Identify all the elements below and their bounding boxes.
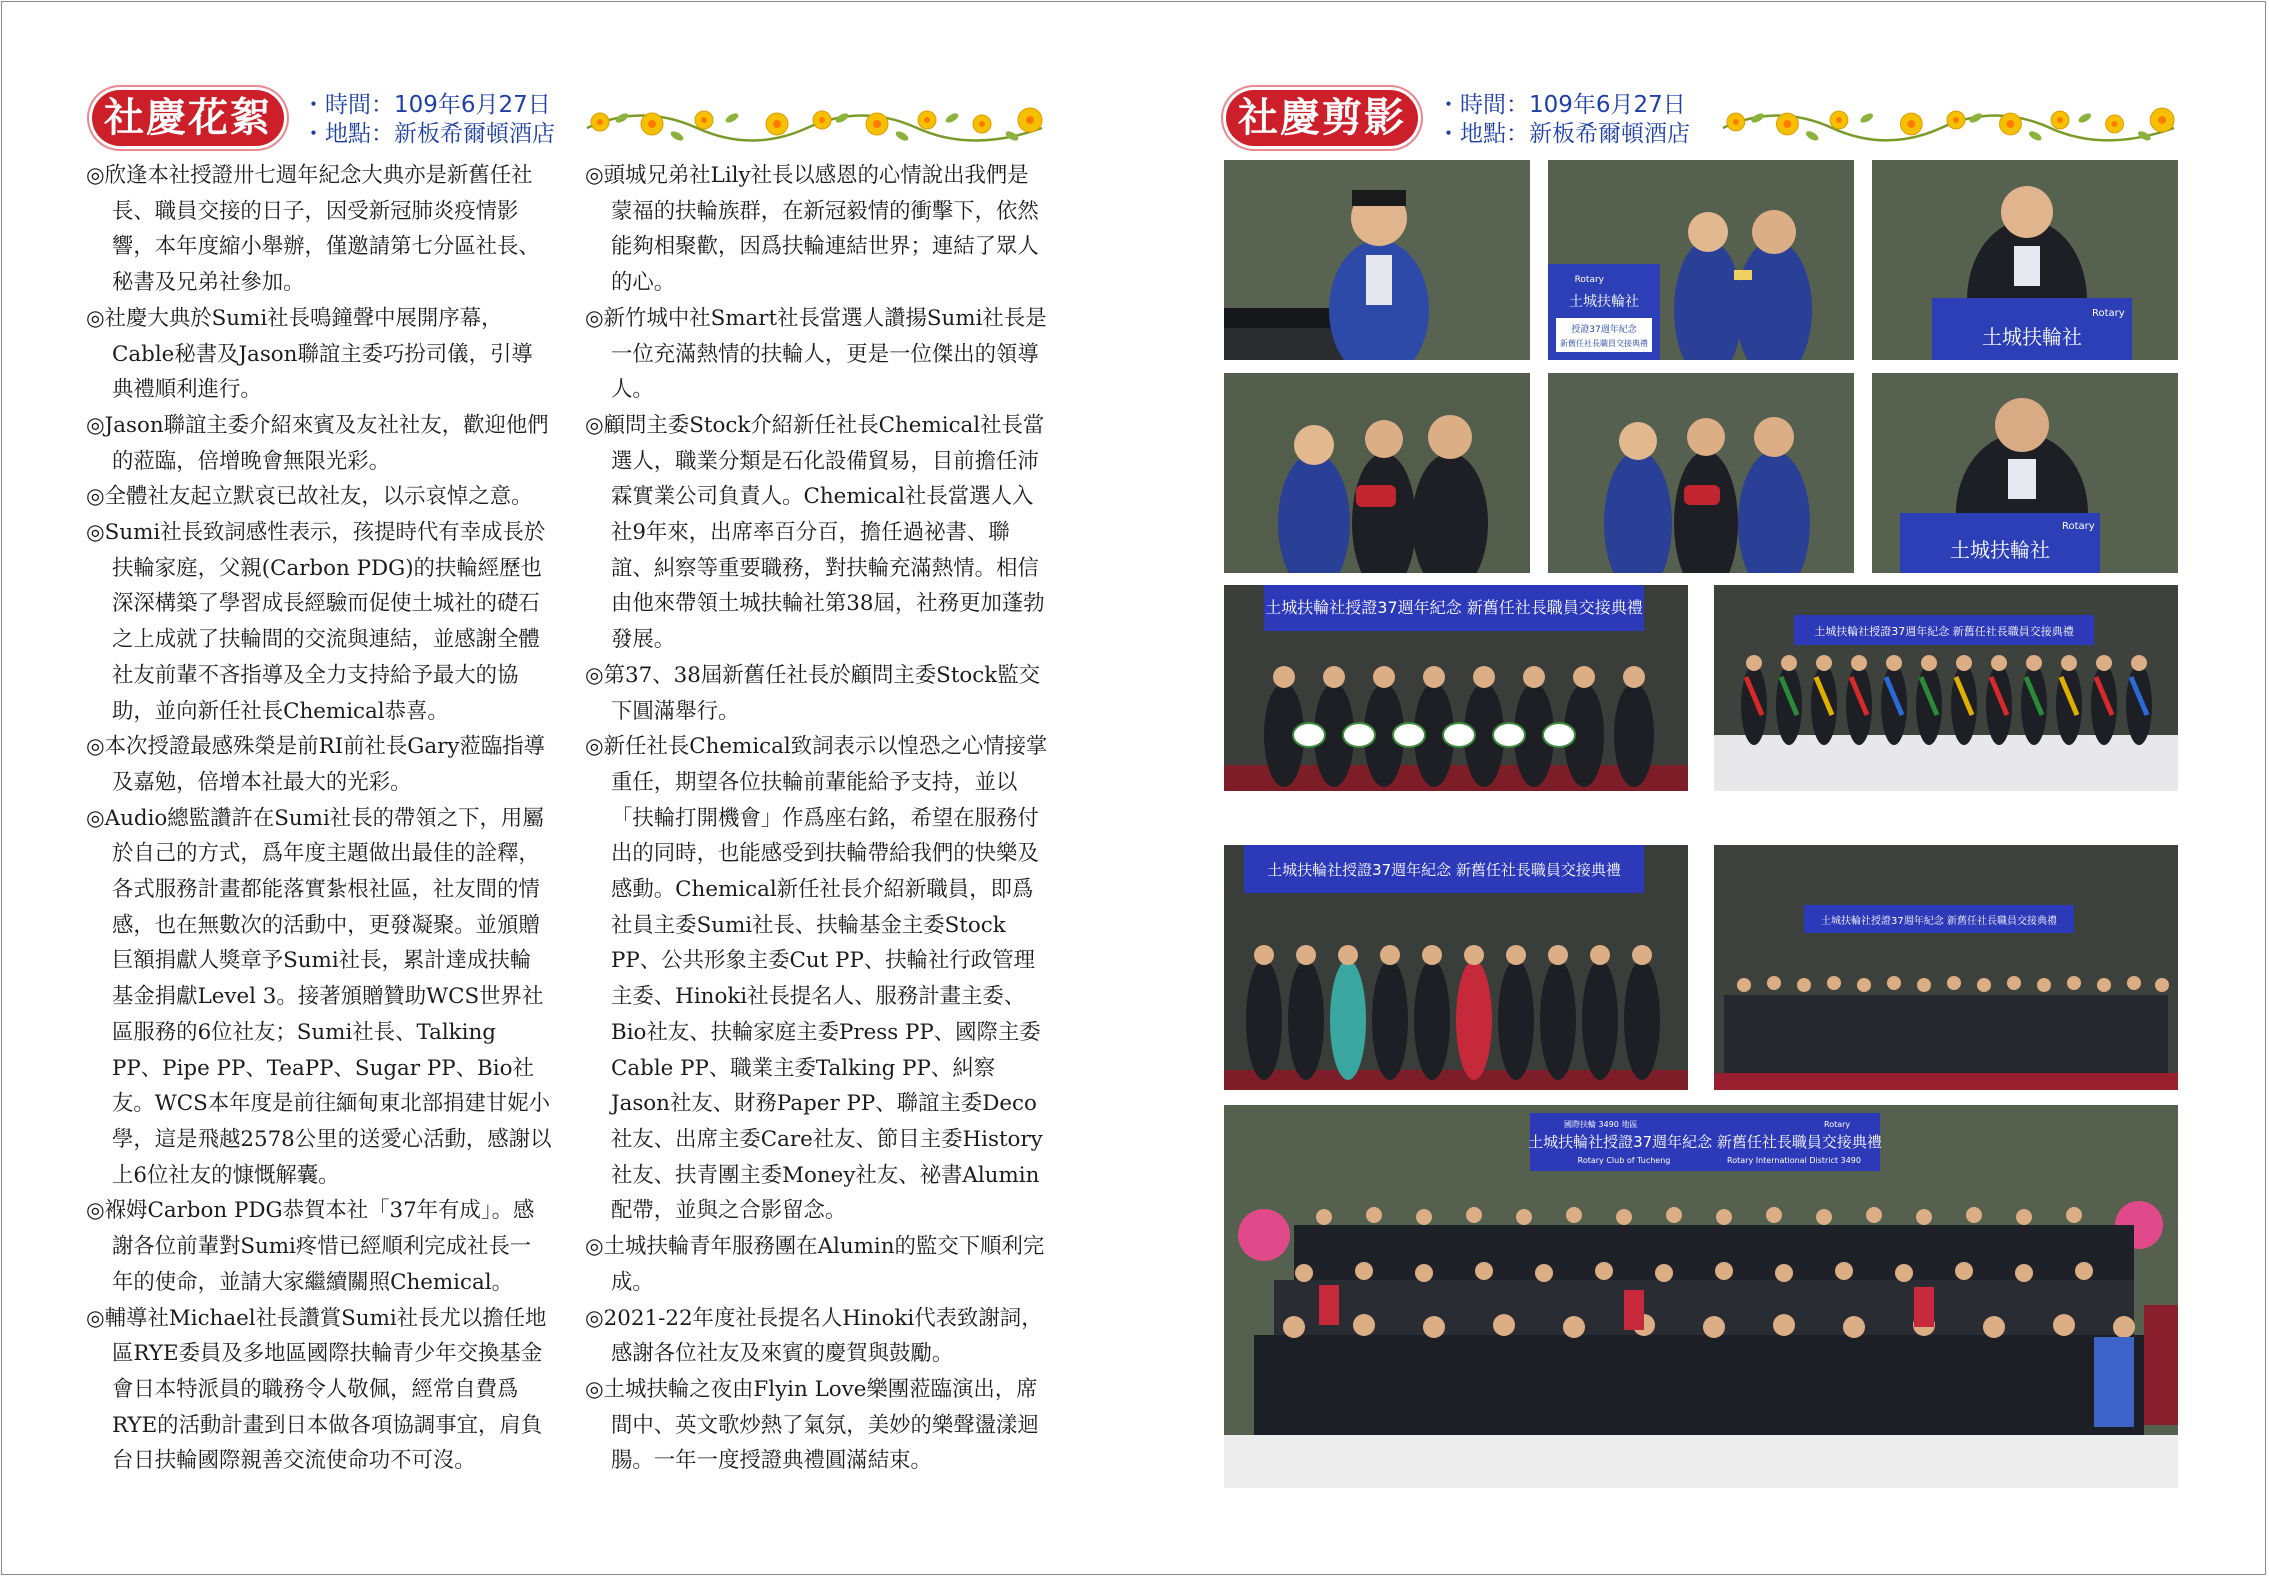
caption-anniv-1: 授證37週年紀念 (1571, 325, 1637, 335)
photo-guests-thumbs-up (1224, 845, 1688, 1090)
paragraph: ◎輔導社Michael社長讚賞Sumi社長尤以擔任地區RYE委員及多地區國際扶輪青少年交換基金會日本特派員的職務令人敬佩，經常自費爲RYE的活動計畫到日本做各項協調事宜，肩負台日扶輪國際親善交流使命功不可沒。 (86, 1305, 547, 1474)
stage-banner-top: 國際扶輪 3490 地區 (1564, 1120, 1638, 1129)
stage-banner-en: Rotary Club of Tucheng (1577, 1156, 1671, 1165)
stage-banner-district: Rotary International District 3490 (1727, 1156, 1861, 1165)
event-info-right (1437, 91, 1690, 149)
section-badge-right: 社慶剪影 (1226, 90, 1418, 146)
stage-banner: 土城扶輪社授證37週年紀念 新舊任社長職員交接典禮 (1528, 1133, 1882, 1151)
caption-club: 土城扶輪社 (1569, 294, 1639, 310)
paragraph: ◎全體社友起立默哀已故社友，以示哀悼之意。 (86, 484, 533, 510)
article-column-2 (585, 158, 1049, 1479)
paragraph: ◎社慶大典於Sumi社長鳴鐘聲中展開序幕，Cable秘書及Jason聯誼主委巧扮司儀，引導典禮順利進行。 (86, 305, 533, 403)
photo-full-group (1224, 1105, 2178, 1488)
caption-club: 土城扶輪社 (1982, 325, 2082, 349)
photo-handshake-podium (1548, 160, 1854, 360)
flower-vine-decoration-right (1718, 98, 2180, 144)
photo-group-with-plaques (1224, 585, 1688, 791)
stage-banner: 土城扶輪社授證37週年紀念 新舊任社長職員交接典禮 (1814, 625, 2074, 638)
event-place-right: ・地點：新板希爾頓酒店 (1437, 121, 1690, 147)
photo-three-officers (1548, 373, 1854, 573)
paragraph: ◎欣逢本社授證卅七週年紀念大典亦是新舊任社長、職員交接的日子，因受新冠肺炎疫情影響，本年度縮小舉辦，僅邀請第七分區社長、秘書及兄弟社參加。 (86, 163, 540, 296)
flower-vine-decoration-left (582, 98, 1048, 144)
caption-anniv-2: 新舊任社長職員交接典禮 (1560, 339, 1648, 348)
caption-rotary: Rotary (2062, 521, 2095, 532)
event-place-left: ・地點：新板希爾頓酒店 (302, 121, 555, 147)
caption-club: 土城扶輪社 (1950, 538, 2050, 562)
caption-rotary: Rotary (1574, 275, 1604, 285)
paragraph: ◎顧問主委Stock介紹新任社長Chemical社長當選人，職業分類是石化設備貿易，目前擔任沛霖實業公司負責人。Chemical社長當選人入社9年來，出席率百分百，擔任過祕書、聯誼、糾察等重要職務，對扶輪充滿熱情。相信由他來帶領土城扶輪社第38屆，社務更加蓬勃發展。 (585, 412, 1045, 653)
caption-rotary: Rotary (1824, 1120, 1851, 1129)
paragraph: ◎新任社長Chemical致詞表示以惶恐之心情接掌重任，期望各位扶輪前輩能給予支持，並以「扶輪打開機會」作爲座右銘，希望在服務付出的同時，也能感受到扶輪帶給我們的快樂及感動。Chemical新任社長介紹新職員，即爲社員主委Sumi社長、扶輪基金主委Stock PP、公共形象主委Cut PP、扶輪社行政管理主委、Hinoki社長提名人、服務計畫主委、Bio社友、扶輪家庭主委Press PP、國際主委Cable PP、職業主委Talking PP、糾察Jason社友、財務Paper PP、聯誼主委Deco社友、出席主委Care社友、節目主委History社友、扶青團主委Money社友、祕書Alumin配帶，並與之合影留念。 (585, 734, 1048, 1224)
paragraph: ◎褓姆Carbon PDG恭賀本社「37年有成」。感謝各位前輩對Sumi疼惜已經順利完成社長一年的使命，並請大家繼續關照Chemical。 (86, 1198, 535, 1295)
paragraph: ◎土城扶輪之夜由Flyin Love樂團蒞臨演出，席間中、英文歌炒熱了氣氛，美妙的樂聲盪漾迴腸。一年一度授證典禮圓滿結束。 (585, 1376, 1039, 1474)
section-badge-left: 社慶花絮 (92, 90, 284, 146)
paragraph: ◎土城扶輪青年服務團在Alumin的監交下順利完成。 (585, 1234, 1045, 1295)
paragraph: ◎Jason聯誼主委介紹來賓及友社社友，歡迎他們的蒞臨，倍增晚會無限光彩。 (86, 412, 549, 474)
photo-speaker-podium-2 (1872, 373, 2178, 573)
event-time-left: ・時間：109年6月27日 (302, 92, 551, 118)
paragraph: ◎本次授證最感殊榮是前RI前社長Gary蒞臨指導及嘉勉，倍增本社最大的光彩。 (86, 734, 546, 795)
paragraph: ◎2021-22年度社長提名人Hinoki代表致謝詞，感謝各位社友及來賓的慶賀與鼓勵。 (585, 1305, 1043, 1367)
stage-banner: 土城扶輪社授證37週年紀念 新舊任社長職員交接典禮 (1267, 861, 1621, 879)
photo-bell-exchange (1224, 373, 1530, 573)
event-info-left (302, 91, 555, 149)
stage-banner: 土城扶輪社授證37週年紀念 新舊任社長職員交接典禮 (1265, 598, 1643, 617)
paragraph: ◎Audio總監讚許在Sumi社長的帶領之下，用屬於自己的方式，爲年度主題做出最佳的詮釋，各式服務計畫都能落實紮根社區，社友間的情感，也在無數次的活動中，更發凝聚。並頒贈巨額捐獻人獎章予Sumi社長，累計達成扶輪基金捐獻Level 3。接著頒贈贊助WCS世界社區服務的6位社友；Sumi社長、Talking PP、Pipe PP、TeaPP、Sugar PP、Bio社友。WCS本年度是前往緬甸東北部捐建甘妮小學，這是飛越2578公里的送愛心活動，感謝以上6位社友的慷慨解囊。 (86, 805, 552, 1188)
paragraph: ◎新竹城中社Smart社長當選人讚揚Sumi社長是一位充滿熱情的扶輪人，更是一位傑出的領導人。 (585, 305, 1047, 403)
photo-officers-with-sashes (1714, 585, 2178, 791)
paragraph: ◎頭城兄弟社Lily社長以感恩的心情說出我們是蒙福的扶輪族群，在新冠毅情的衝擊下，依然能夠相聚歡，因爲扶輪連結世界；連結了眾人的心。 (585, 163, 1039, 296)
photo-speaker-podium (1872, 160, 2178, 360)
stage-banner: 土城扶輪社授證37週年紀念 新舊任社長職員交接典禮 (1821, 916, 2057, 927)
paragraph: ◎第37、38屆新舊任社長於顧問主委Stock監交下圓滿舉行。 (585, 662, 1041, 724)
paragraph: ◎Sumi社長致詞感性表示，孩提時代有幸成長於扶輪家庭，父親(Carbon PDG)的扶輪經歷也深深構築了學習成長經驗而促使土城社的礎石之上成就了扶輪間的交流與連結，並感謝全體社友前輩不吝指導及全力支持給予最大的協助，並向新任社長Chemical恭喜。 (86, 520, 546, 724)
photo-large-group (1714, 845, 2178, 1090)
caption-rotary: Rotary (2092, 308, 2125, 319)
event-time-right: ・時間：109年6月27日 (1437, 92, 1686, 118)
photo-speaker-keyboard (1224, 160, 1530, 360)
article-column-1 (86, 158, 552, 1479)
